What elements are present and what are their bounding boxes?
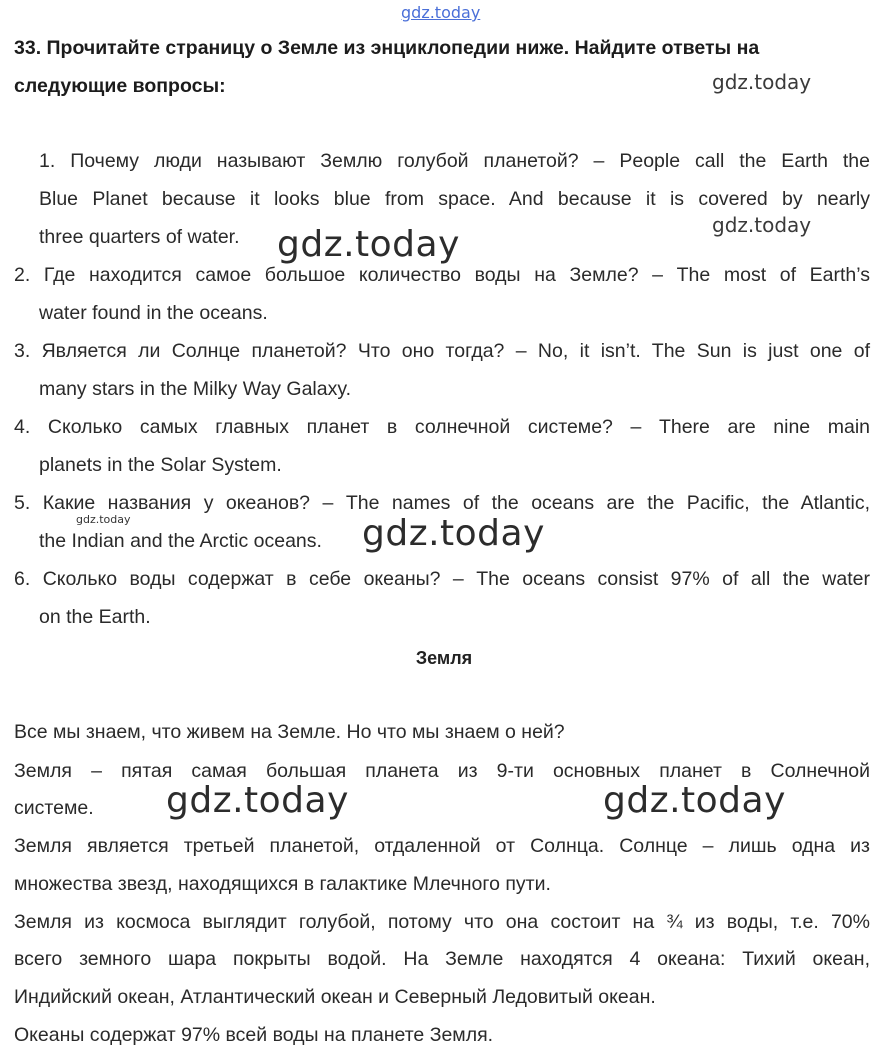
watermark: gdz.today bbox=[277, 224, 460, 265]
article-paragraph-2-line1: Земля – пятая самая большая планета из 9-ти основных планет в Солнечной bbox=[14, 760, 870, 782]
watermark: gdz.today bbox=[712, 213, 812, 237]
qa-item-6-line1: 6. Сколько воды содержат в себе океаны? – The oceans consist 97% of all the water bbox=[14, 568, 870, 590]
qa-item-3-line1: 3. Является ли Солнце планетой? Что оно тогда? – No, it isn’t. The Sun is just one of bbox=[14, 340, 870, 362]
qa-item-1-line2: Blue Planet because it looks blue from space. And because it is covered by nearly bbox=[39, 188, 870, 210]
qa-item-5-line1: 5. Какие названия у океанов? – The names of the oceans are the Pacific, the Atlantic, bbox=[14, 492, 870, 514]
article-paragraph-3-line2: множества звезд, находящихся в галактике Млечного пути. bbox=[14, 873, 551, 895]
article-paragraph-3-line1: Земля является третьей планетой, отдаленной от Солнца. Солнце – лишь одна из bbox=[14, 835, 870, 857]
watermark: gdz.today bbox=[166, 780, 349, 821]
article-paragraph-5: Океаны содержат 97% всей воды на планете Земля. bbox=[14, 1024, 494, 1046]
task-heading-line1: 33. Прочитайте страницу о Земле из энциклопедии ниже. Найдите ответы на bbox=[14, 37, 760, 59]
watermark: gdz.today bbox=[362, 513, 545, 554]
task-heading-line2: следующие вопросы: bbox=[14, 75, 226, 97]
watermark-top: gdz.today bbox=[401, 3, 481, 22]
qa-item-2-line2: water found in the oceans. bbox=[39, 302, 268, 324]
qa-item-1-line3: three quarters of water. bbox=[39, 226, 240, 248]
qa-item-6-line2: on the Earth. bbox=[39, 606, 151, 628]
article-paragraph-2-line2: системе. bbox=[14, 797, 94, 819]
watermark: gdz.today bbox=[712, 70, 812, 94]
qa-item-4-line1: 4. Сколько самых главных планет в солнечной системе? – There are nine main bbox=[14, 416, 870, 438]
qa-item-1-line1: 1. Почему люди называют Землю голубой планетой? – People call the Earth the bbox=[39, 150, 870, 172]
qa-item-4-line2: planets in the Solar System. bbox=[39, 454, 282, 476]
qa-item-5-line2: the Indian and the Arctic oceans. bbox=[39, 530, 322, 552]
article-paragraph-4-line3: Индийский океан, Атлантический океан и Северный Ледовитый океан. bbox=[14, 986, 656, 1008]
article-paragraph-4-line2: всего земного шара покрыты водой. На Земле находятся 4 океана: Тихий океан, bbox=[14, 948, 870, 970]
watermark: gdz.today bbox=[603, 780, 786, 821]
watermark: gdz.today bbox=[76, 513, 131, 526]
article-paragraph-4-line1: Земля из космоса выглядит голубой, потому что она состоит на ¾ из воды, т.е. 70% bbox=[14, 911, 870, 933]
qa-item-2-line1: 2. Где находится самое большое количество воды на Земле? – The most of Earth’s bbox=[14, 264, 870, 286]
qa-item-3-line2: many stars in the Milky Way Galaxy. bbox=[39, 378, 352, 400]
article-paragraph-1: Все мы знаем, что живем на Земле. Но что мы знаем о ней? bbox=[14, 721, 565, 743]
article-title: Земля bbox=[415, 648, 473, 668]
